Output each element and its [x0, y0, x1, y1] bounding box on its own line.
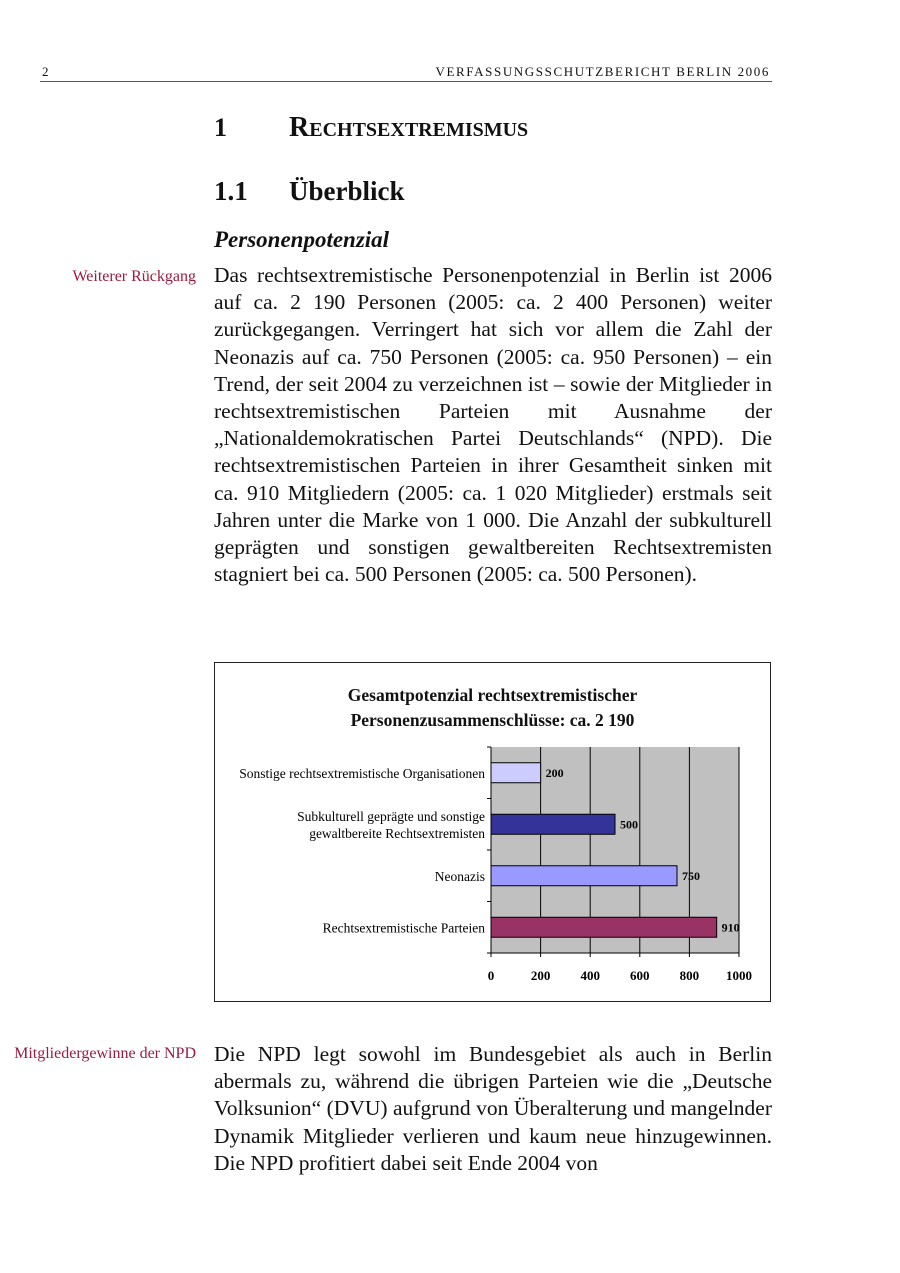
bar-3: [491, 917, 717, 937]
category-label-1: Subkulturell geprägte und sonstige: [297, 808, 485, 824]
section-title: Überblick: [289, 176, 405, 206]
section-number: 1.1: [214, 176, 248, 206]
section-heading: [214, 176, 405, 207]
bar-0: [491, 763, 541, 783]
bar-chart: [215, 663, 770, 1001]
data-label-3: 910: [721, 920, 740, 935]
running-header: [40, 60, 772, 82]
chapter-title-rest: ECHTSEXTREMISMUS: [309, 119, 529, 141]
chapter-title-initial: R: [289, 112, 310, 143]
category-label-2: Neonazis: [434, 868, 485, 884]
margin-note-npd: Mitgliedergewinne der NPD: [14, 1045, 196, 1062]
x-tick-label: 600: [630, 968, 650, 983]
chart-title-line-1: Gesamtpotenzial rechtsextremistischer: [347, 685, 638, 705]
category-label-0: Sonstige rechtsextremistische Organisationen: [239, 765, 485, 781]
chart-figure: [214, 662, 771, 1002]
chapter-number: 1: [214, 113, 227, 142]
data-label-1: 500: [620, 817, 638, 832]
bar-1: [491, 814, 615, 834]
margin-note-decline: Weiterer Rückgang: [72, 268, 196, 285]
data-label-2: 750: [682, 868, 700, 883]
running-title: VERFASSUNGSSCHUTZBERICHT BERLIN 2006: [435, 64, 770, 79]
body-paragraph-2: Die NPD legt sowohl im Bundesgebiet als auch in Berlin abermals zu, während die übrigen Parteien wie die „Deutsche Volksunion“ (DVU) aufgrund von Überalterung und mangelnder Dynamik Mitglieder verlieren und kaum neue hinzugewinnen. Die NPD profitiert dabei seit Ende 2004 von: [214, 1042, 772, 1175]
category-label-3: Rechtsextremistische Parteien: [322, 920, 485, 936]
bar-2: [491, 866, 677, 886]
x-tick-label: 200: [530, 968, 551, 983]
x-tick-label: 400: [580, 968, 600, 983]
x-tick-label: 0: [487, 968, 495, 983]
subsection-heading: Personenpotenzial: [214, 227, 390, 252]
category-label-1: gewaltbereite Rechtsextremisten: [309, 825, 485, 841]
x-tick-label: 1000: [726, 968, 752, 983]
x-tick-label: 800: [679, 968, 700, 983]
page-number: 2: [42, 64, 49, 79]
body-paragraph-1: Das rechtsextremistische Personenpotenzial in Berlin ist 2006 auf ca. 2 190 Personen (2005: ca. 2 400 Personen) weiter zurückgegangen. Verringert hat sich vor allem die Zahl der Neonazis auf ca. 750 Personen (2005: ca. 950 Personen) – ein Trend, der seit 2004 zu verzeichnen ist – sowie der Mitglieder in rechtsextremistischen Parteien mit Ausnahme der „Nationaldemokratischen Partei Deutschlands“ (NPD). Die rechtsextremistischen Parteien in ihrer Gesamtheit sinken mit ca. 910 Mitgliedern (2005: ca. 1 020 Mitglieder) erstmals seit Jahren unter die Marke von 1 000. Die Anzahl der subkulturell geprägten und sonstigen gewaltbereiten Rechtsextremisten stagniert bei ca. 500 Personen (2005: ca. 500 Personen).: [214, 263, 772, 587]
data-label-0: 200: [545, 765, 564, 780]
chart-title-line-2: Personenzusammenschlüsse: ca. 2 190: [350, 710, 635, 730]
chapter-heading: [214, 112, 528, 144]
